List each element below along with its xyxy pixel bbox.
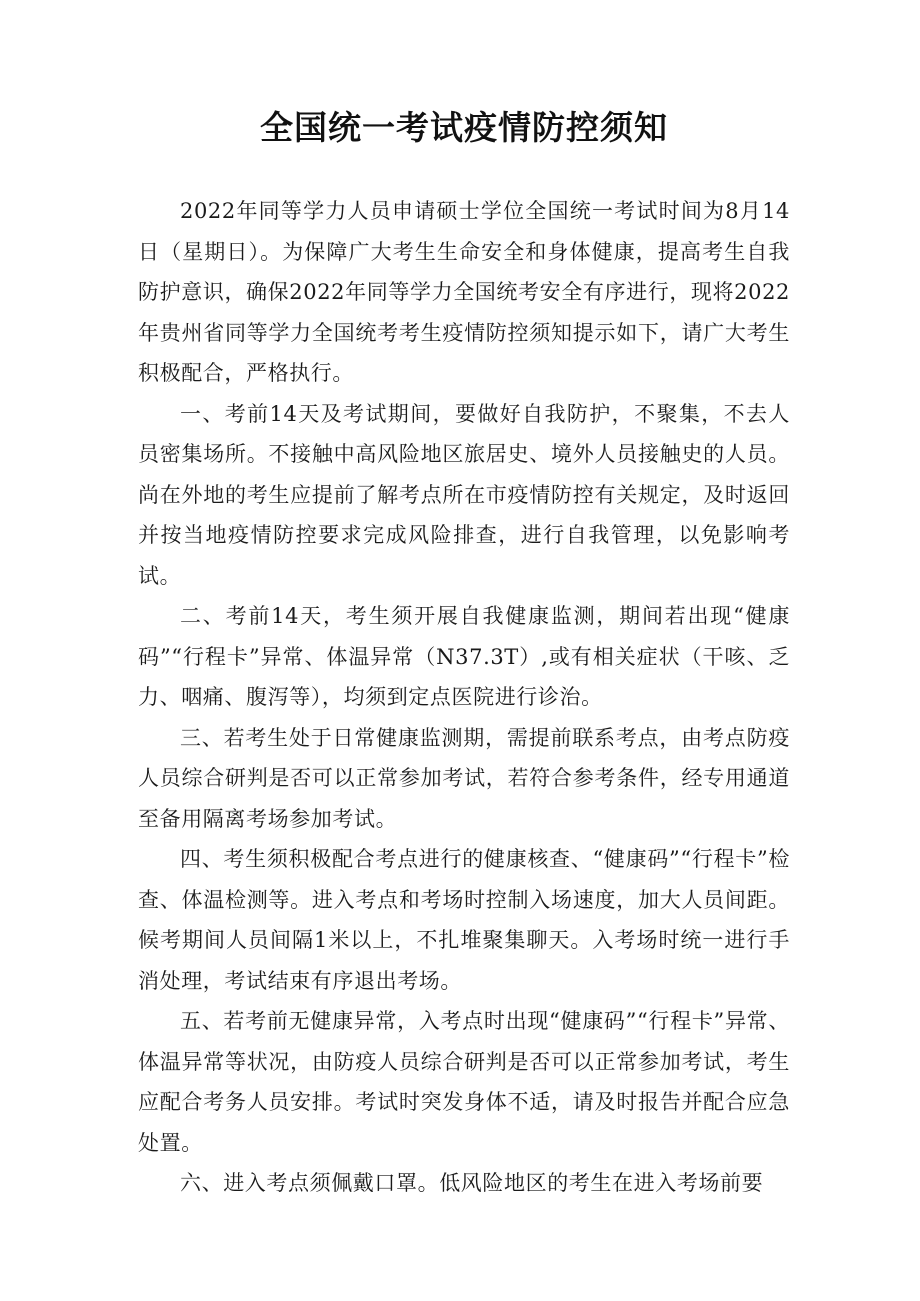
paragraph-item-5: 五、若考前无健康异常，入考点时出现“健康码”“行程卡”异常、体温异常等状况，由防疫人员综合研判是否可以正常参加考试，考生应配合考务人员安排。考试时突发身体不适，请及时报告并配合应急处置。 xyxy=(138,1009,790,1155)
document-title: 全国统一考试疫情防控须知 xyxy=(260,108,668,147)
paragraph-item-6: 六、进入考点须佩戴口罩。低风险地区的考生在进入考场前要 xyxy=(180,1171,764,1195)
paragraph-item-2: 二、考前14天，考生须开展自我健康监测，期间若出现“健康码”“行程卡”异常、体温异常（N37.3T）,或有相关症状（干咳、乏力、咽痛、腹泻等），均须到定点医院进行诊治。 xyxy=(138,604,790,709)
paragraph-item-4: 四、考生须积极配合考点进行的健康核查、“健康码”“行程卡”检查、体温检测等。进入考点和考场时控制入场速度，加大人员间距。候考期间人员间隔1米以上，不扎堆聚集聊天。入考场时统一进行手消处理，考试结束有序退出考场。 xyxy=(138,847,790,993)
paragraph-intro: 2022年同等学力人员申请硕士学位全国统一考试时间为8月14日（星期日）。为保障广大考生生命安全和身体健康，提高考生自我防护意识，确保2022年同等学力全国统考安全有序进行，现将2022年贵州省同等学力全国统考考生疫情防控须知提示如下，请广大考生积极配合，严格执行。 xyxy=(138,199,790,385)
paragraph-item-1: 一、考前14天及考试期间，要做好自我防护，不聚集，不去人员密集场所。不接触中高风险地区旅居史、境外人员接触史的人员。尚在外地的考生应提前了解考点所在市疫情防控有关规定，及时返回并按当地疫情防控要求完成风险排查，进行自我管理，以免影响考试。 xyxy=(138,401,790,588)
paragraph-item-3: 三、若考生处于日常健康监测期，需提前联系考点，由考点防疫人员综合研判是否可以正常参加考试，若符合参考条件，经专用通道至备用隔离考场参加考试。 xyxy=(138,725,790,831)
